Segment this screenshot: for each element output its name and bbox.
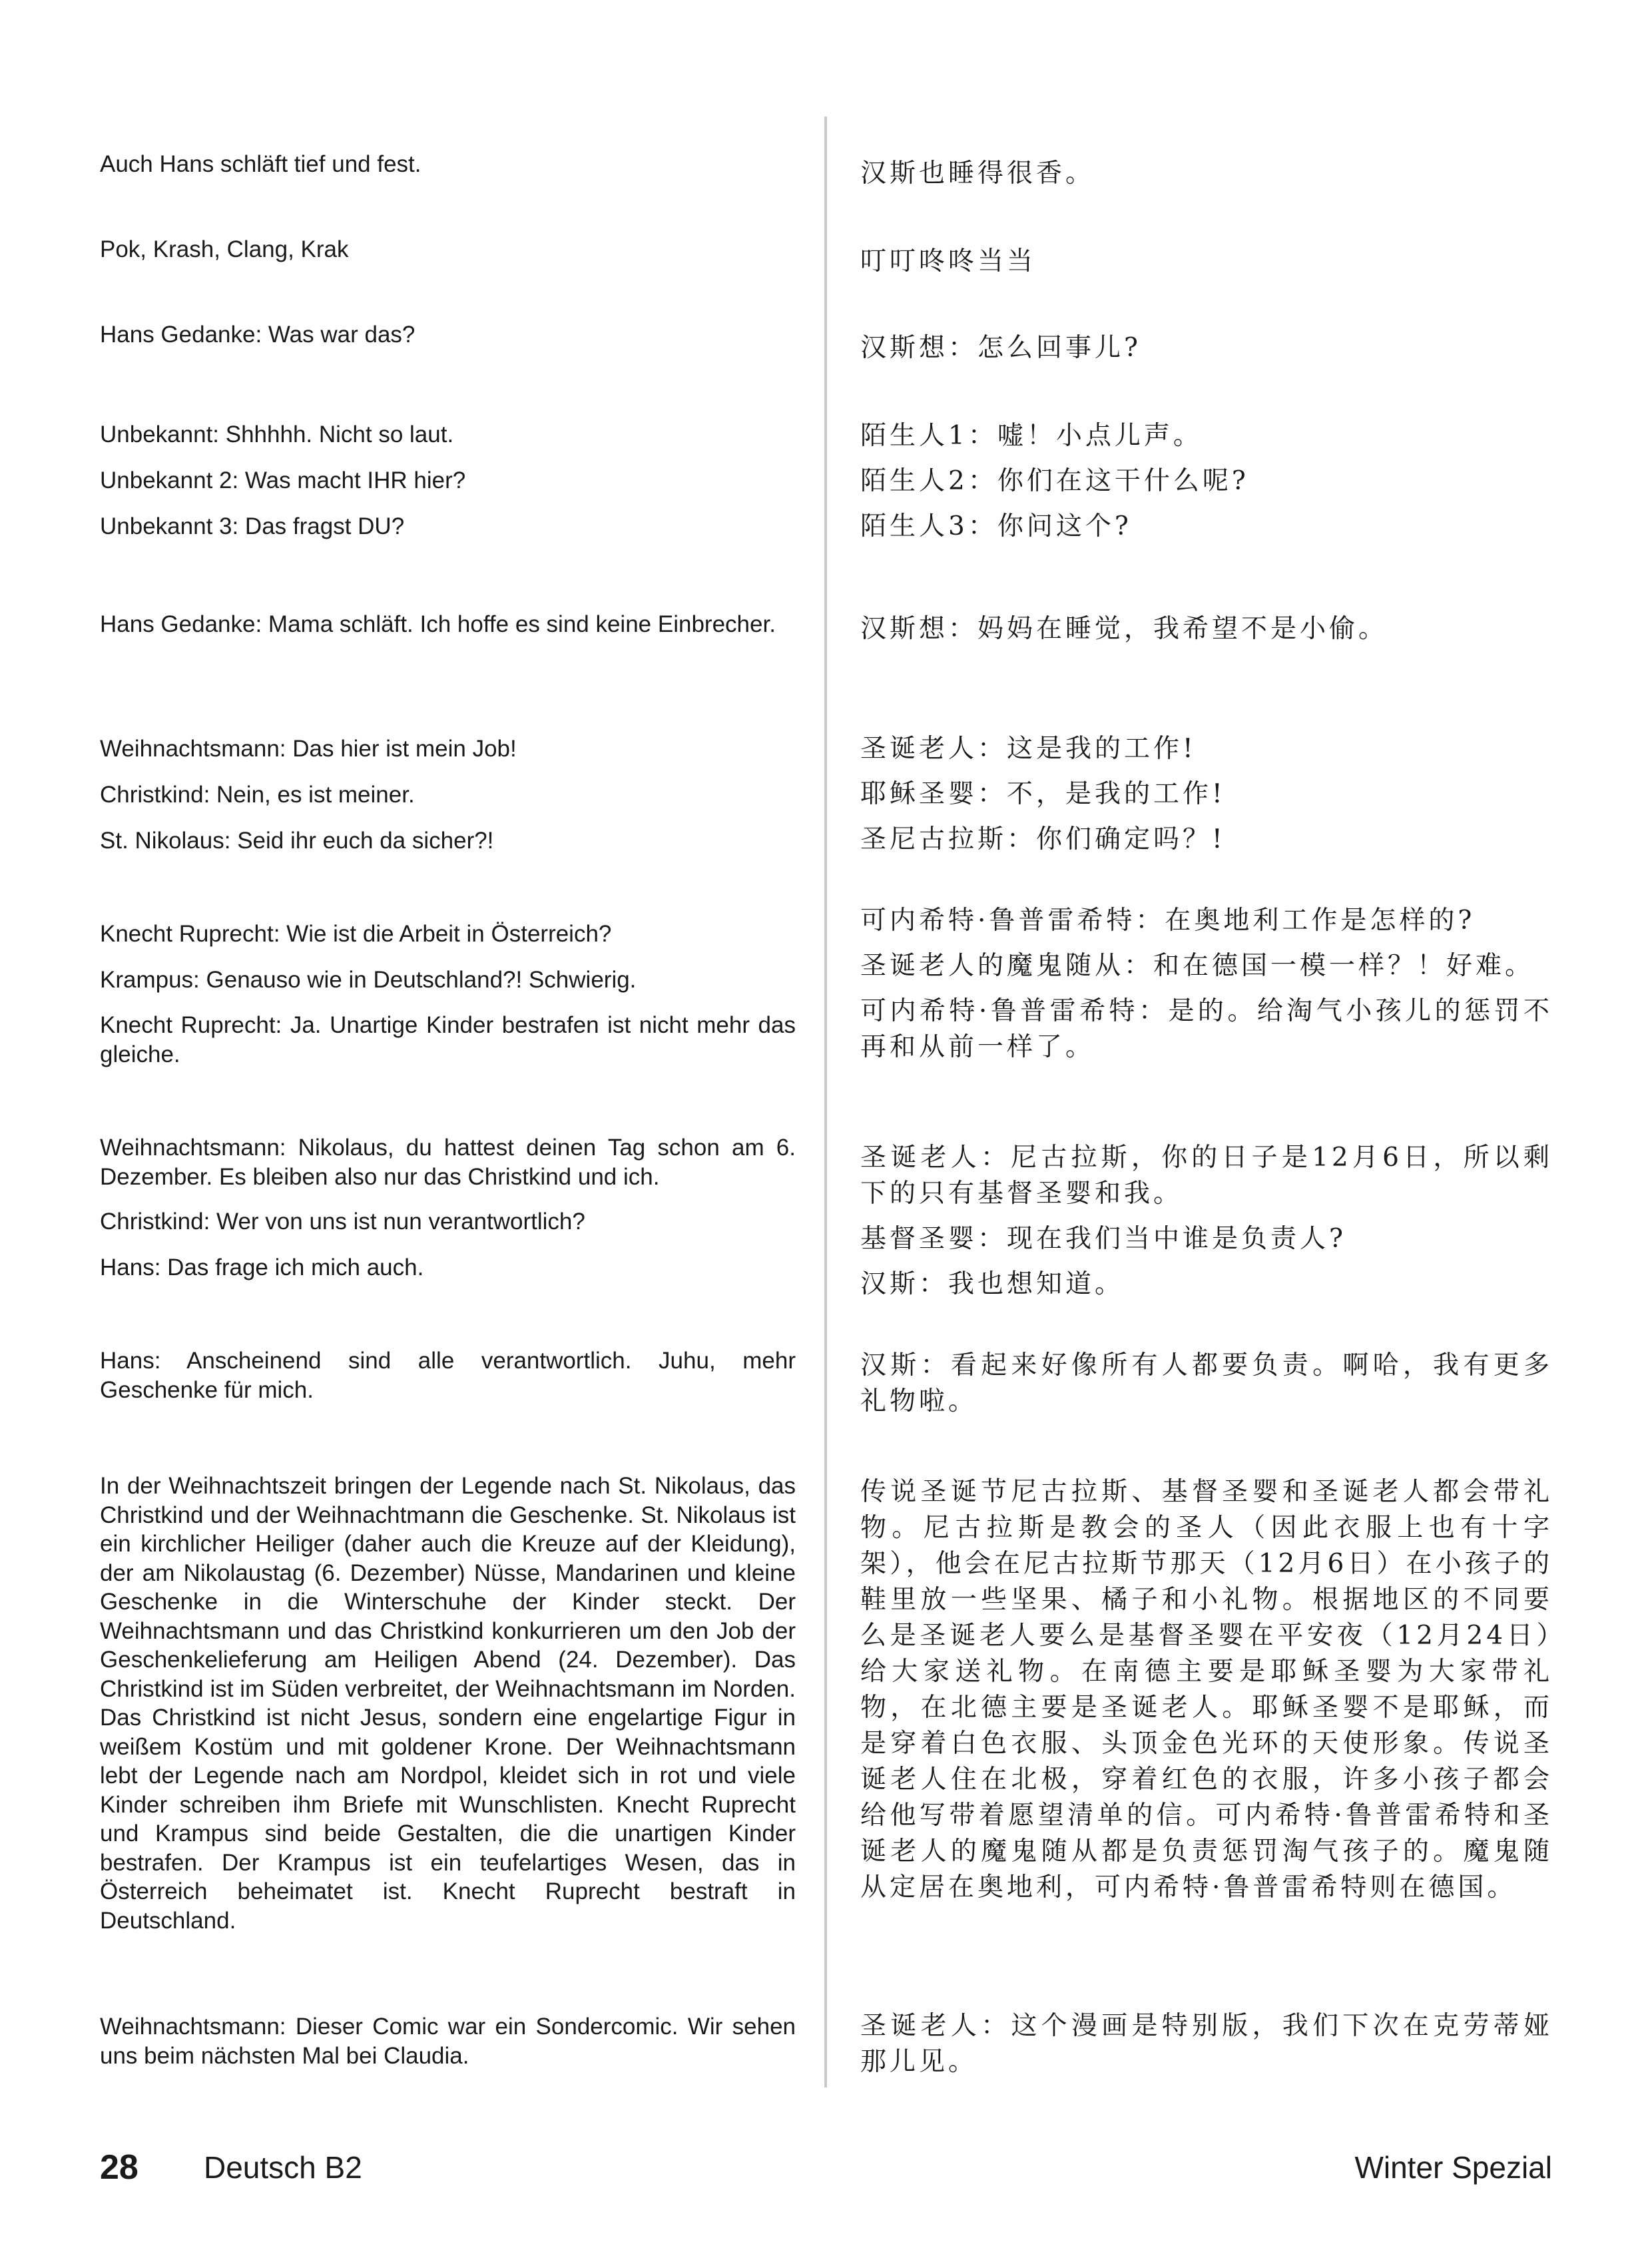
chinese-block	[860, 244, 1553, 289]
chinese-line: 圣尼古拉斯：你们确定吗？!	[860, 824, 1226, 854]
column-divider	[824, 117, 827, 2088]
german-line: Pok, Krash, Clang, Krak	[100, 236, 349, 262]
german-line: Knecht Ruprecht: Wie ist die Arbeit in Österreich?	[100, 921, 612, 947]
german-line: Hans: Das frage ich mich auch.	[100, 1255, 424, 1280]
german-paragraph: In der Weihnachtszeit bringen der Legende nach St. Nikolaus, das Christkind und der Weihnachtmann die Geschenke. St. Nikolaus ist ein kirchlicher Heiliger (daher auch die Kreuze auf der Kleidung), der am Nikolaustag (6. Dezember) Nüsse, Mandarinen und kleine Geschenke in die Winterschuhe der Kinder steckt. Der Weihnachtsmann und das Christkind konkurrieren um den Job der Geschenkelieferung am Heiligen Abend (24. Dezember). Das Christkind ist im Süden verbreitet, der Weihnachtsmann im Norden. Das Christkind ist nicht Jesus, sondern eine engelartige Figur in weißem Kostüm und mit goldener Krone. Der Weihnachtsmann lebt der Legende nach am Nordpol, kleidet sich in rot und viele Kinder schreiben ihm Briefe mit Wunschlisten. Knecht Ruprecht und Krampus sind beide Gestalten, die die unartigen Kinder bestrafen. Der Krampus ist ein teufelartiges Wesen, das in Österreich beheimatet ist. Knecht Ruprecht bestraft in Deutschland.	[100, 1473, 796, 1934]
german-line: Knecht Ruprecht: Ja. Unartige Kinder bestrafen ist nicht mehr das gleiche.	[100, 1012, 796, 1067]
chinese-block	[860, 903, 1553, 1075]
chinese-line: 圣诞老人：这是我的工作!	[860, 734, 1197, 764]
german-block	[100, 1472, 796, 1935]
german-line: Weihnachtsmann: Das hier ist mein Job!	[100, 736, 517, 762]
chinese-paragraph: 传说圣诞节尼古拉斯、基督圣婴和圣诞老人都会带礼物。尼古拉斯是教会的圣人（因此衣服上也有十字架），他会在尼古拉斯节那天（12月6日）在小孩子的鞋里放一些坚果、橘子和小礼物。根据地区的不同要么是圣诞老人要么是基督圣婴在平安夜（12月24日）给大家送礼物。在南德主要是耶稣圣婴为大家带礼物，在北德主要是圣诞老人。耶稣圣婴不是耶稣，而是穿着白色衣服、头顶金色光环的天使形象。传说圣诞老人住在北极，穿着红色的衣服，许多小孩子都会给他写带着愿望清单的信。可内希特·鲁普雷希特和圣诞老人的魔鬼随从都是负责惩罚淘气孩子的。魔鬼随从定居在奥地利，可内希特·鲁普雷希特则在德国。	[860, 1477, 1553, 1902]
chinese-block	[860, 1348, 1553, 1420]
german-block	[100, 2012, 796, 2070]
chinese-line: 基督圣婴：现在我们当中谁是负责人?	[860, 1224, 1346, 1254]
german-block	[100, 1346, 796, 1404]
german-line: Christkind: Nein, es ist meiner.	[100, 782, 415, 808]
chinese-line: 汉斯想：妈妈在睡觉，我希望不是小偷。	[860, 614, 1388, 644]
chinese-line: 陌生人3：你问这个?	[860, 511, 1132, 541]
german-block	[100, 420, 796, 557]
german-line: Weihnachtsmann: Dieser Comic war ein Sondercomic. Wir sehen uns beim nächsten Mal bei Claudia.	[100, 2014, 796, 2069]
german-block	[100, 320, 796, 366]
issue-title: Winter Spezial	[1354, 2150, 1552, 2185]
chinese-block	[860, 330, 1553, 376]
german-line: Weihnachtsmann: Nikolaus, du hattest deinen Tag schon am 6. Dezember. Es bleiben also nur das Christkind und ich.	[100, 1135, 796, 1190]
german-line: Hans Gedanke: Was war das?	[100, 322, 415, 348]
chinese-line: 汉斯也睡得很香。	[860, 158, 1095, 188]
magazine-title: Deutsch B2	[204, 2150, 362, 2185]
chinese-line: 汉斯：我也想知道。	[860, 1269, 1125, 1299]
page-number: 28	[100, 2148, 138, 2187]
chinese-line: 汉斯想：怎么回事儿?	[860, 333, 1141, 363]
chinese-line: 可内希特·鲁普雷希特：在奥地利工作是怎样的?	[860, 906, 1476, 936]
chinese-line: 耶稣圣婴：不，是我的工作!	[860, 779, 1226, 809]
german-block	[100, 610, 796, 639]
chinese-block	[860, 156, 1553, 201]
chinese-block	[860, 731, 1553, 867]
chinese-line: 陌生人2：你们在这干什么呢?	[860, 466, 1249, 496]
chinese-line: 圣诞老人的魔鬼随从：和在德国一模一样？！好难。	[860, 951, 1535, 981]
german-line: Unbekannt 3: Das fragst DU?	[100, 513, 405, 539]
german-block	[100, 234, 796, 280]
german-line: Unbekannt 2: Was macht IHR hier?	[100, 467, 466, 493]
chinese-block	[860, 2008, 1553, 2080]
german-line: Christkind: Wer von uns ist nun verantwortlich?	[100, 1209, 585, 1235]
chinese-block	[860, 418, 1553, 554]
german-block	[100, 1133, 796, 1298]
chinese-line: 可内希特·鲁普雷希特：是的。给淘气小孩儿的惩罚不再和从前一样了。	[860, 996, 1553, 1062]
german-block	[100, 919, 796, 1069]
chinese-line: 圣诞老人：这个漫画是特别版，我们下次在克劳蒂娅那儿见。	[860, 2011, 1553, 2077]
chinese-block	[860, 1474, 1553, 1906]
german-line: Krampus: Genauso wie in Deutschland?! Schwierig.	[100, 967, 637, 993]
chinese-line: 汉斯：看起来好像所有人都要负责。啊哈，我有更多礼物啦。	[860, 1350, 1553, 1416]
german-line: Hans: Anscheinend sind alle verantwortlich. Juhu, mehr Geschenke für mich.	[100, 1348, 796, 1403]
chinese-line: 圣诞老人：尼古拉斯，你的日子是12月6日，所以剩下的只有基督圣婴和我。	[860, 1143, 1553, 1209]
chinese-line: 叮叮咚咚当当	[860, 246, 1037, 276]
german-block	[100, 734, 796, 872]
german-line: St. Nikolaus: Seid ihr euch da sicher?!	[100, 828, 494, 854]
german-line: Hans Gedanke: Mama schläft. Ich hoffe es sind keine Einbrecher.	[100, 611, 776, 637]
german-line: Unbekannt: Shhhhh. Nicht so laut.	[100, 421, 454, 447]
german-line: Auch Hans schläft tief und fest.	[100, 151, 421, 177]
chinese-block	[860, 1140, 1553, 1312]
chinese-line: 陌生人1：嘘！小点儿声。	[860, 421, 1203, 451]
german-block	[100, 149, 796, 195]
chinese-block	[860, 611, 1553, 657]
